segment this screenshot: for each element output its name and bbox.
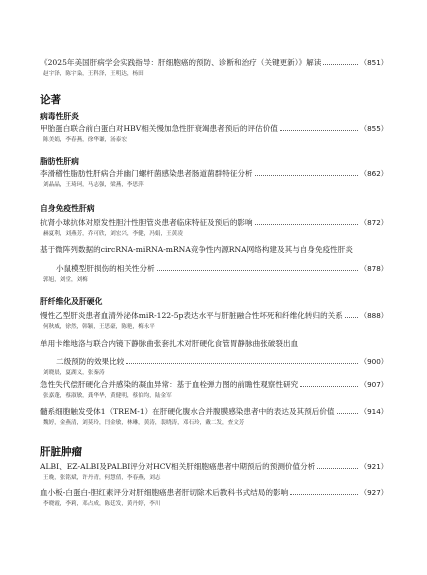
toc-entry-title: 单用卡维地洛与联合内镜下静脉曲张套扎术对肝硬化食管胃静脉曲张破裂出血 <box>40 339 299 348</box>
toc-entry-page: （888） <box>359 311 388 320</box>
toc-entry[interactable] <box>40 124 388 144</box>
toc-entry-line <box>40 311 388 321</box>
toc-entry-authors: 李晓霞，李莉，邓占成，陈廷发，黄丹婷，李川 <box>43 501 161 507</box>
toc-entry-title: 急性失代偿肝硬化合并感染的凝血异常：基于血栓弹力图的前瞻性观察性研究 <box>40 380 299 389</box>
toc-entry-title: 甲胎蛋白联合前白蛋白对HBV相关慢加急性肝衰竭患者预后的评估价值 <box>40 124 278 133</box>
toc-entry-authors: 何秋威，徐然，韩颖，王思豪，陈艳，梅永平 <box>43 324 155 330</box>
toc-entry-line <box>40 380 388 390</box>
toc-entry-authors: 张嘉蓬，蔡淑敏，龚华华，黄健明，蔡伯均，陆金军 <box>43 393 172 399</box>
section-heading: 论著 <box>40 94 61 106</box>
toc-entry-authors: 王晚，张铭斌，许丹青，何慧倩，李春燕，刘志 <box>43 475 161 481</box>
toc-entry-line <box>40 407 388 417</box>
toc-entry[interactable] <box>40 488 388 508</box>
toc-entry[interactable] <box>40 407 388 427</box>
toc-entry[interactable] <box>40 169 388 189</box>
toc-entry[interactable] <box>40 58 388 78</box>
toc-entry-line <box>40 357 388 367</box>
toc-entry-title: 基于微阵列数据的circRNA-miRNA-mRNA竞争性内源RNA网络构建及其与自身免疫性肝炎 <box>40 245 353 254</box>
toc-entry-title: 抗肾小球抗体对原发性胆汁性胆管炎患者临床特征及预后的影响 <box>40 218 253 227</box>
toc-entry-title: 《2025年美国肝病学会实践指导：肝细胞癌的预防、诊断和治疗（关键更新）》解读 <box>40 58 322 67</box>
subsection-heading: 病毒性肝炎 <box>40 112 79 121</box>
leader-dots <box>126 363 358 364</box>
leader-dots <box>337 413 358 414</box>
toc-entry-authors: 陈美娟，李春燕，徐华谦，汤泰宏 <box>43 137 127 143</box>
toc-entry-authors: 赵宇泽，陈宇枭，王科泽，王明达，杨田 <box>43 71 144 77</box>
toc-entry-title-continued: 小鼠模型肝损伤的相关性分析 <box>56 264 155 273</box>
toc-entry[interactable] <box>40 339 388 377</box>
toc-entry-line <box>40 339 388 349</box>
toc-entry[interactable] <box>40 218 388 238</box>
toc-entry-authors: 赫夏利，刘燕芳，乔可欣，刘宏兴，李健，冯娟，王黄凌 <box>43 231 183 237</box>
leader-dots <box>300 386 358 387</box>
section-heading: 肝脏肿瘤 <box>40 446 82 458</box>
leader-dots <box>323 64 358 65</box>
toc-entry-line <box>40 264 388 274</box>
toc-entry-authors: 魏婷，金燕清，刘莫玲，闫金敏，林琳，黄涛，裴晓涛，邓石玲，戴二发，查文芳 <box>43 420 245 426</box>
toc-entry-page: （878） <box>359 264 388 273</box>
toc-entry-page: （921） <box>359 462 388 471</box>
subsection-heading: 肝纤维化及肝硬化 <box>40 297 103 306</box>
toc-entry-line <box>40 488 388 498</box>
toc-entry-title: 髓系细胞触发受体1（TREM-1）在肝硬化腹水合并腹膜感染患者中的表达及其预后价值 <box>40 407 335 416</box>
toc-entry-page: （900） <box>359 357 388 366</box>
toc-entry-page: （862） <box>359 169 388 178</box>
toc-entry-title-continued: 二级预防的效果比较 <box>56 357 125 366</box>
leader-dots <box>157 270 358 271</box>
leader-dots <box>255 224 358 225</box>
leader-dots <box>290 494 358 495</box>
leader-dots <box>317 468 358 469</box>
toc-entry-page: （907） <box>359 380 388 389</box>
toc-entry-title: ALBI、EZ-ALBI及PALBI评分对HCV相关肝细胞癌患者中期预后的预测价值分析 <box>40 462 316 471</box>
toc-entry-authors: 刘晓晨，夏湖义，张秦涛 <box>43 370 105 376</box>
toc-entry-page: （855） <box>359 124 388 133</box>
toc-entry-line <box>40 169 388 179</box>
toc-entry[interactable] <box>40 311 388 331</box>
toc-entry-line <box>40 462 388 472</box>
subsection-heading: 脂肪性肝病 <box>40 157 79 166</box>
toc-entry[interactable] <box>40 380 388 400</box>
toc-entry-title: 李滑稽性脂肪性肝病合并幽门螺杆菌感染患者肠道菌群特征分析 <box>40 169 253 178</box>
toc-entry-line <box>40 218 388 228</box>
toc-entry-authors: 郭旭，刘堂，刘梅 <box>43 277 88 283</box>
toc-entry-authors: 刘晶晶，王琦珂，马志强，梁燕，李思萍 <box>43 182 144 188</box>
toc-entry-page: （927） <box>359 488 388 497</box>
toc-entry-page: （914） <box>359 407 388 416</box>
leader-dots <box>280 130 358 131</box>
subsection-heading: 自身免疫性肝病 <box>40 204 95 213</box>
toc-entry[interactable] <box>40 462 388 482</box>
toc-entry-title: 慢性乙型肝炎患者血清外泌体miR-122-5p表达水平与肝脏融合性坏死和纤维化转归的关系 <box>40 311 343 320</box>
toc-entry-page: （851） <box>359 58 388 67</box>
toc-entry-line <box>40 58 388 68</box>
toc-entry-title: 血小板-白蛋白-胆红素评分对肝细胞癌患者肝切除术后教科书式结局的影响 <box>40 488 289 497</box>
toc-entry-line <box>40 124 388 134</box>
leader-dots <box>255 175 358 176</box>
leader-dots <box>345 317 358 318</box>
toc-entry[interactable] <box>40 245 388 284</box>
toc-entry-line <box>40 245 388 255</box>
toc-entry-page: （872） <box>359 218 388 227</box>
